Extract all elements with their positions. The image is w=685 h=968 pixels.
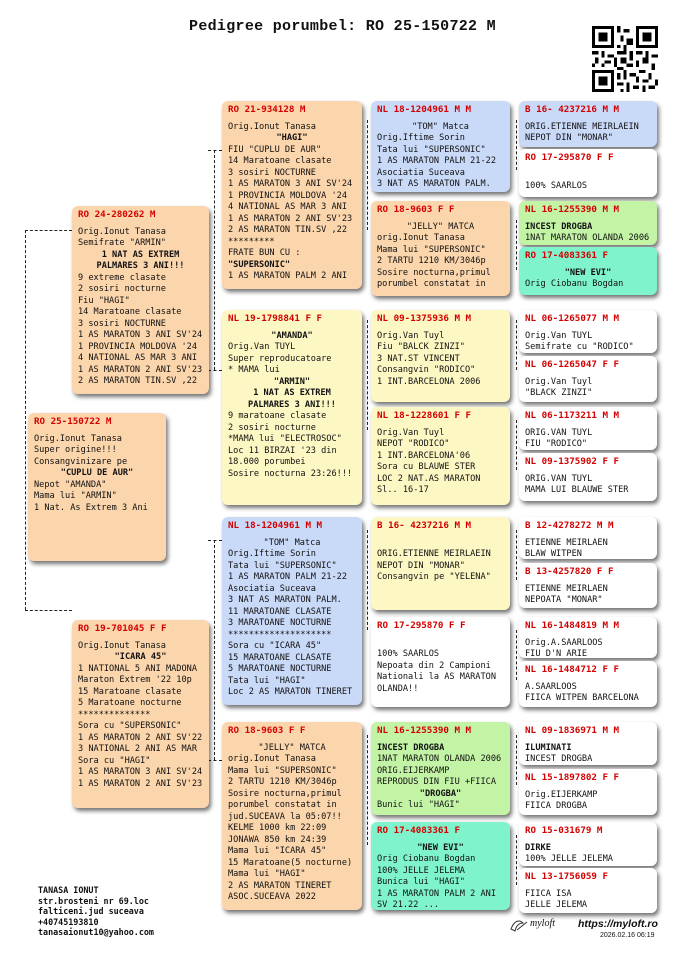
pigeon-info-line: porumbel constatat in [228, 800, 337, 810]
pigeon-card-g8[interactable] [519, 453, 657, 501]
pigeon-info-line: NEPOT DIN "MONAR" [525, 133, 613, 143]
pigeon-info-line: ORIG.ETIENNE MEIRLAEIN [377, 549, 491, 559]
ring-number: RO 19-701045 F F [78, 623, 167, 634]
pigeon-info-line: 4 NATIONAL AS MAR 3 ANI [228, 202, 347, 212]
pigeon-card-g12[interactable] [519, 661, 657, 707]
pigeon-info-line: Orig.Ionut Tanasa [34, 433, 122, 444]
pigeon-info-line: MAMA LUI BLAUWE STER [525, 485, 629, 495]
pigeon-info-line: 1 PROVINCIA MOLDOVA '24 [78, 341, 197, 352]
pigeon-info-line: Orig.Ionut Tanasa [78, 226, 166, 237]
pigeon-info-line: 100% SAARLOS [377, 649, 440, 659]
ring-number: B 16- 4237216 M M [525, 104, 620, 115]
pigeon-info-line: DIRKE [525, 842, 551, 853]
ring-number: RO 24-280262 M [78, 209, 156, 220]
pigeon-info-line: 1 NATIONAL 5 ANI MADONA [78, 663, 197, 674]
pigeon-info-line: 1 AS MARATON PALM 21-22 [228, 572, 347, 582]
ring-number: NL 09-1375902 F F [525, 456, 620, 467]
ring-number: NL 06-1265047 F F [525, 359, 620, 370]
pigeon-info-line: Mama lui "ARMIN" [34, 491, 117, 501]
pigeon-info-line: 5 Maratoane nocturne [78, 698, 182, 708]
pigeon-info-line: A.SAARLOOS [525, 681, 577, 692]
pigeon-info-line: 2 TARTU 1210 KM/3046p [377, 256, 486, 266]
pigeon-info-line: FIU "CUPLU DE AUR" [228, 144, 322, 155]
pigeon-info-line: 1 AS MARATON 2 ANI SV'23 [228, 213, 353, 224]
pigeon-info-line: Consangvinizare pe [34, 456, 128, 467]
owner-address-line-1: str.brosteni nr 69.loc [38, 895, 149, 906]
pigeon-info-line: *MAMA lui "ELECTROSOC" [228, 434, 342, 444]
pigeon-card-sss[interactable] [371, 101, 510, 192]
pigeon-info-line: "JELLY" MATCA [406, 221, 475, 232]
pigeon-info-line: 9 maratoane clasate [228, 411, 327, 421]
pigeon-info-line: FIU "RODICO" [525, 439, 588, 449]
ring-number: NL 15-1897802 F F [525, 772, 620, 783]
pigeon-info-line: Loc 2 AS MARATON TINERET [228, 687, 353, 697]
pigeon-card-sire-dam[interactable] [222, 310, 362, 505]
pigeon-info-line: Orig.Ionut Tanasa [78, 640, 166, 651]
pigeon-info-line: PALMARES 3 ANI!!! [248, 399, 336, 410]
pigeon-info-line: "ICARA 45" [114, 652, 167, 662]
pigeon-info-line: 100% SAARLOS [525, 181, 588, 191]
pigeon-info-line: Orig.Ionut Tanasa [228, 121, 316, 132]
ring-number: RO 18-9603 F F [228, 725, 306, 736]
pigeon-info-line: Mama lui "ICARA 45" [228, 846, 327, 856]
pigeon-info-line: FIICA DROGBA [525, 801, 588, 811]
pigeon-info-line: FIICA ISA [525, 888, 572, 899]
ring-number: NL 16-1255390 M M [377, 725, 472, 736]
ring-number: NL 16-1255390 M M [525, 204, 620, 215]
ring-number: RO 17-295870 F F [525, 152, 614, 163]
pigeon-info-line: "ARMIN" [273, 376, 311, 387]
pigeon-info-line: INCEST DROGBA [377, 742, 445, 753]
pigeon-info-line: 14 Maratoane clasate [228, 156, 332, 166]
pigeon-card-sdd[interactable] [371, 407, 510, 505]
pigeon-info-line: 2 AS MARATON TIN.SV ,22 [228, 225, 347, 235]
pigeon-info-line: Orig.EIJERKAMP [525, 789, 598, 800]
ring-number: NL 16-1484819 M M [525, 620, 620, 631]
pigeon-info-line: jud.SUCEAVA la 05:07!! [228, 811, 342, 822]
pigeon-info-line: 1 INT.BARCELONA 2006 [377, 376, 481, 387]
pigeon-card-g7[interactable] [519, 407, 657, 450]
pigeon-info-line: 3 NATIONAL 2 ANI AS MAR [78, 744, 197, 754]
pigeon-info-line: ILUMINATI [525, 742, 572, 753]
pigeon-card-dam-sire[interactable] [222, 517, 362, 705]
pigeon-card-subject[interactable] [28, 413, 166, 561]
pigeon-info-line: "DROGBA" [419, 788, 462, 799]
pigeon-info-line: NEPOT "RODICO" [377, 439, 450, 449]
pigeon-info-line: ORIG.VAN TUYL [525, 427, 593, 438]
ring-number: NL 06-1265077 M M [525, 313, 620, 324]
pigeon-info-line: 1 AS MARATON PALM 21-22 [377, 156, 496, 166]
pigeon-card-g13[interactable] [519, 722, 657, 765]
pigeon-info-line: "JELLY" MATCA [258, 742, 326, 753]
pigeon-info-line: FIICA WITPEN BARCELONA [525, 693, 639, 703]
pigeon-info-line: 2 sosiri nocturne [78, 284, 166, 294]
pigeon-info-line: 1 NAT AS EXTREM [101, 249, 180, 260]
pigeon-info-line: 15 MARATOANE CLASATE [228, 652, 332, 663]
pigeon-info-line: Consangvin pe "YELENA" [377, 572, 491, 582]
pigeon-info-line: ORIG.VAN TUYL [525, 473, 593, 484]
ring-number: NL 09-1836971 M M [525, 725, 620, 736]
pigeon-info-line: Nationali la AS MARATON [377, 672, 496, 682]
myloft-logo-icon [509, 917, 531, 933]
pigeon-card-dam-dam[interactable] [222, 722, 362, 910]
pigeon-info-line [377, 638, 504, 650]
pigeon-info-line: ******************** [228, 629, 332, 640]
pigeon-info-line: 2 AS MARATON TINERET [228, 880, 332, 891]
pigeon-card-dds[interactable] [371, 722, 510, 815]
ring-number: RO 17-295870 F F [377, 620, 466, 631]
pigeon-card-dss[interactable] [371, 517, 510, 610]
pigeon-info-line: "CUPLU DE AUR" [60, 468, 134, 478]
pigeon-card-g14[interactable] [519, 769, 657, 815]
pigeon-card-g11[interactable] [519, 617, 657, 658]
pigeon-info-line: KELME 1000 km 22:09 [228, 823, 327, 833]
pigeon-info-line: 11 MARATOANE CLASATE [228, 606, 332, 617]
pigeon-info-line: REPRODUS DIN FIU +FIICA [377, 777, 496, 787]
pigeon-info-line: Orig.Van Tuyl [377, 330, 445, 341]
pigeon-info-line: INCEST DROGBA [525, 221, 593, 232]
owner-address-line-2: falticeni.jud suceava [38, 906, 144, 917]
pigeon-card-g9[interactable] [519, 517, 657, 559]
pigeon-card-sds[interactable] [371, 310, 510, 402]
pigeon-info-line: 1 AS MARATON PALM 2 ANI [377, 888, 496, 899]
pigeon-info-line: * MAMA lui [228, 365, 280, 375]
pigeon-info-line: 3 NAT AS MARATON PALM. [377, 179, 491, 189]
pigeon-card-g6[interactable] [519, 356, 657, 402]
pigeon-info-line: 4 NATIONAL AS MAR 3 ANI [78, 353, 197, 363]
ring-number: B 13-4257820 F F [525, 566, 614, 577]
ring-number: RO 17-4083361 F [525, 250, 608, 261]
ring-number: RO 15-031679 M [525, 825, 603, 836]
pigeon-card-ssd[interactable] [371, 201, 510, 296]
pigeon-info-line: Loc 11 BIRZAI '23 din [228, 445, 337, 456]
ring-number: NL 18-1204961 M M [377, 104, 472, 115]
pigeon-card-g3[interactable] [519, 201, 657, 245]
pigeon-info-line: 3 NAT.ST VINCENT [377, 353, 460, 364]
pigeon-info-line: Orig.Van TUYL [525, 330, 593, 341]
pigeon-info-line: Orig.Van Tuyl [377, 427, 445, 438]
ring-number: NL 16-1484712 F F [525, 664, 620, 675]
pigeon-info-line [377, 538, 504, 550]
pigeon-info-line: Sl.. 16-17 [377, 485, 429, 495]
pigeon-info-line: FIU D'N ARIE [525, 649, 588, 658]
pigeon-info-line: INCEST DROGBA [525, 754, 593, 764]
generated-date: 2026.02.16 06:19 [600, 932, 655, 939]
ring-number: NL 19-1798841 F F [228, 313, 323, 324]
pigeon-info-line: BLAW WITPEN [525, 549, 582, 559]
pigeon-card-g5[interactable] [519, 310, 657, 353]
pigeon-info-line: "NEW EVI" [417, 842, 464, 853]
pigeon-info-line: Bunica lui "HAGI" [377, 877, 465, 887]
pigeon-card-ddd[interactable] [371, 822, 510, 910]
pigeon-info-line: "AMANDA" [271, 330, 313, 341]
ring-number: NL 09-1375936 M M [377, 313, 472, 324]
pigeon-info-line: LOC 2 NAT.AS MARATON [377, 473, 481, 484]
pigeon-info-line: 3 sosiri NOCTURNE [228, 167, 316, 178]
pigeon-info-line: orig.Ionut Tanasa [228, 754, 316, 764]
pigeon-info-line: 1 NAT AS EXTREM [253, 388, 331, 398]
pigeon-card-dsd[interactable] [371, 617, 510, 707]
pigeon-info-line: Orig.Iftime Sorin [377, 133, 465, 143]
pigeon-info-line: 1 AS MARATON 3 ANI SV'24 [78, 330, 203, 340]
ring-number: NL 18-1204961 M M [228, 520, 323, 531]
pigeon-info-line: Sosire nocturna 23:26!!! [228, 468, 353, 479]
pigeon-info-line: 100% JELLE JELEMA [525, 854, 613, 864]
pigeon-info-line: "SUPERSONIC" [228, 259, 291, 270]
pigeon-info-line: Asociatia Suceava [228, 583, 316, 594]
pigeon-info-line: Nepot "AMANDA" [34, 479, 107, 490]
pigeon-info-line: 2 TARTU 1210 KM/3046p [228, 777, 337, 787]
pigeon-info-line: 1 AS MARATON 3 ANI SV'24 [78, 767, 203, 777]
pigeon-info-line: NEPOATA "MONAR" [525, 595, 603, 605]
owner-email: tanasaionut10@yahoo.com [38, 927, 154, 938]
pigeon-info-line: 1 AS MARATON PALM 2 ANI [228, 271, 347, 281]
pigeon-info-line: Semifrate "ARMIN" [78, 238, 166, 248]
pigeon-info-line: Sora cu "SUPERSONIC" [78, 721, 182, 731]
pigeon-info-line: "NEW EVI" [564, 267, 612, 278]
ring-number: RO 18-9603 F F [377, 204, 455, 215]
site-url[interactable]: https://myloft.ro [578, 918, 658, 930]
pigeon-info-line: Tata lui "HAGI" [228, 675, 306, 686]
pigeon-info-line: 1NAT MARATON OLANDA 2006 [377, 754, 502, 764]
pigeon-info-line: "BLACK ZINZI" [525, 388, 593, 398]
pigeon-info-line: orig.Ionut Tanasa [377, 233, 465, 243]
pigeon-info-line: Consangvin "RODICO" [377, 365, 476, 375]
pigeon-info-line: ORIG.ETIENNE MEIRLAEIN [525, 121, 639, 132]
pigeon-info-line: JELLE JELEMA [525, 900, 588, 910]
pigeon-info-line: Orig.Van Tuyl [525, 376, 593, 387]
pigeon-info-line: ASOC.SUCEAVA 2022 [228, 892, 316, 902]
pigeon-info-line: 1 AS MARATON 2 ANI SV'23 [78, 364, 203, 375]
pigeon-info-line: Orig.A.SAARLOOS [525, 637, 603, 648]
pigeon-info-line: PALMARES 3 ANI!!! [96, 261, 185, 271]
pigeon-info-line: Tata lui "SUPERSONIC" [228, 560, 337, 571]
pigeon-card-g4[interactable] [519, 247, 657, 295]
pigeon-info-line: 15 Maratoane clasate [78, 686, 182, 697]
pigeon-info-line: ORIG.EIJERKAMP [377, 765, 450, 776]
pigeon-info-line: "HAGI" [276, 133, 308, 143]
pigeon-info-line: 3 NAT AS MARATON PALM. [228, 595, 342, 605]
pigeon-info-line: Tata lui "SUPERSONIC" [377, 144, 486, 155]
pigeon-info-line: Nepoata din 2 Campioni [377, 660, 491, 671]
pigeon-info-line: Semifrate cu "RODICO" [525, 342, 634, 352]
pigeon-info-line: Mama lui "SUPERSONIC" [228, 765, 337, 776]
pigeon-info-line: 9 extreme clasate [78, 272, 166, 283]
pigeon-info-line: Mama lui "SUPERSONIC" [377, 244, 486, 255]
pigeon-card-dam[interactable] [72, 620, 209, 808]
pigeon-info-line: Bunic lui "HAGI" [377, 800, 460, 810]
pigeon-info-line: 3 sosiri NOCTURNE [78, 318, 166, 329]
ring-number: NL 13-1756059 F [525, 871, 608, 882]
pigeon-info-line: Mama lui "HAGI" [228, 869, 306, 879]
pigeon-info-line: 100% JELLE JELEMA [377, 865, 465, 876]
pigeon-info-line: 1 AS MARATON 3 ANI SV'24 [228, 179, 353, 189]
ring-number: B 12-4278272 M M [525, 520, 614, 531]
pigeon-info-line: ************** [78, 709, 151, 720]
pigeon-info-line: 1NAT MARATON OLANDA 2006 [525, 233, 650, 243]
pigeon-info-line: ********* [228, 236, 275, 247]
pigeon-info-line: SV 21.22 ... [377, 900, 440, 910]
pigeon-info-line: 15 Maratoane(5 nocturne) [228, 857, 353, 868]
pigeon-info-line: Orig.Van TUYL [228, 342, 296, 352]
pigeon-card-g10[interactable] [519, 563, 657, 608]
pigeon-info-line: Maraton Extrem '22 10p [78, 675, 192, 685]
pigeon-card-sire[interactable] [72, 206, 209, 394]
pigeon-info-line: Sora cu "HAGI" [78, 755, 151, 766]
pigeon-info-line: Sora cu "ICARA 45" [228, 641, 322, 651]
pigeon-info-line: 1 INT.BARCELONA'06 [377, 450, 471, 461]
pigeon-info-line: Orig Ciobanu Bogdan [377, 854, 476, 864]
pigeon-info-line: 18.000 porumbei [228, 457, 306, 467]
pigeon-info-line: FRATE BUN CU : [228, 248, 301, 258]
pigeon-card-g2[interactable] [519, 149, 657, 197]
pigeon-info-line: "TOM" Matca [263, 537, 321, 548]
pigeon-info-line: OLANDA!! [377, 683, 419, 694]
page-title: Pedigree porumbel: RO 25-150722 M [189, 18, 496, 35]
owner-contact [38, 885, 154, 938]
pigeon-info-line: Fiu "BALCK ZINZI" [377, 342, 465, 352]
pigeon-card-sire-sire[interactable] [222, 101, 362, 289]
pigeon-info-line: Fiu "HAGI" [78, 295, 130, 306]
pigeon-info-line: ETIENNE MEIRLAEN [525, 583, 608, 594]
pigeon-card-g16[interactable] [519, 868, 657, 913]
pigeon-info-line: ETIENNE MEIRLAEN [525, 537, 608, 548]
pigeon-info-line: 1 Nat. As Extrem 3 Ani [34, 502, 148, 513]
ring-number: B 16- 4237216 M M [377, 520, 472, 531]
pigeon-info-line: 3 MARATOANE NOCTURNE [228, 618, 332, 628]
qr-code-icon [592, 26, 658, 92]
ring-number: RO 25-150722 M [34, 416, 112, 427]
pigeon-info-line: 5 MARATOANE NOCTURNE [228, 664, 332, 674]
pigeon-info-line: Super reproducatoare [228, 353, 332, 364]
brand-name: myloft [530, 918, 555, 929]
pigeon-card-g1[interactable] [519, 101, 657, 147]
pigeon-info-line: 2 sosiri nocturne [228, 422, 316, 433]
pigeon-info-line [525, 170, 651, 182]
pigeon-info-line: 1 AS MARATON 2 ANI SV'22 [78, 732, 203, 743]
ring-number: RO 21-934128 M [228, 104, 306, 115]
pigeon-info-line: 2 AS MARATON TIN.SV ,22 [78, 376, 197, 386]
pigeon-info-line: Asociatia Suceava [377, 167, 465, 178]
pigeon-card-g15[interactable] [519, 822, 657, 866]
pigeon-info-line: porumbel constatat in [377, 279, 486, 289]
pigeon-info-line: 14 Maratoane clasate [78, 307, 182, 317]
pigeon-info-line: NEPOT DIN "MONAR" [377, 560, 465, 571]
pigeon-info-line: Super origine!!! [34, 445, 117, 455]
ring-number: NL 18-1228601 F F [377, 410, 472, 421]
pigeon-info-line: 1 AS MARATON 2 ANI SV'23 [78, 778, 203, 789]
pigeon-info-line: Sosire nocturna,primul [228, 788, 342, 799]
owner-phone: +40745193810 [38, 916, 99, 927]
ring-number: RO 17-4083361 F [377, 825, 460, 836]
pigeon-info-line: 1 PROVINCIA MOLDOVA '24 [228, 190, 347, 201]
pigeon-info-line: Sora cu BLAUWE STER [377, 462, 476, 472]
pigeon-info-line: Sosire nocturna,primul [377, 267, 491, 278]
pigeon-info-line: Orig.Iftime Sorin [228, 549, 316, 559]
ring-number: NL 06-1173211 M M [525, 410, 620, 421]
pigeon-info-line: JONAWA 850 km 24:39 [228, 834, 327, 845]
owner-name: TANASA IONUT [38, 885, 99, 895]
pigeon-info-line: "TOM" Matca [412, 121, 469, 132]
pigeon-info-line: Orig Ciobanu Bogdan [525, 279, 624, 289]
